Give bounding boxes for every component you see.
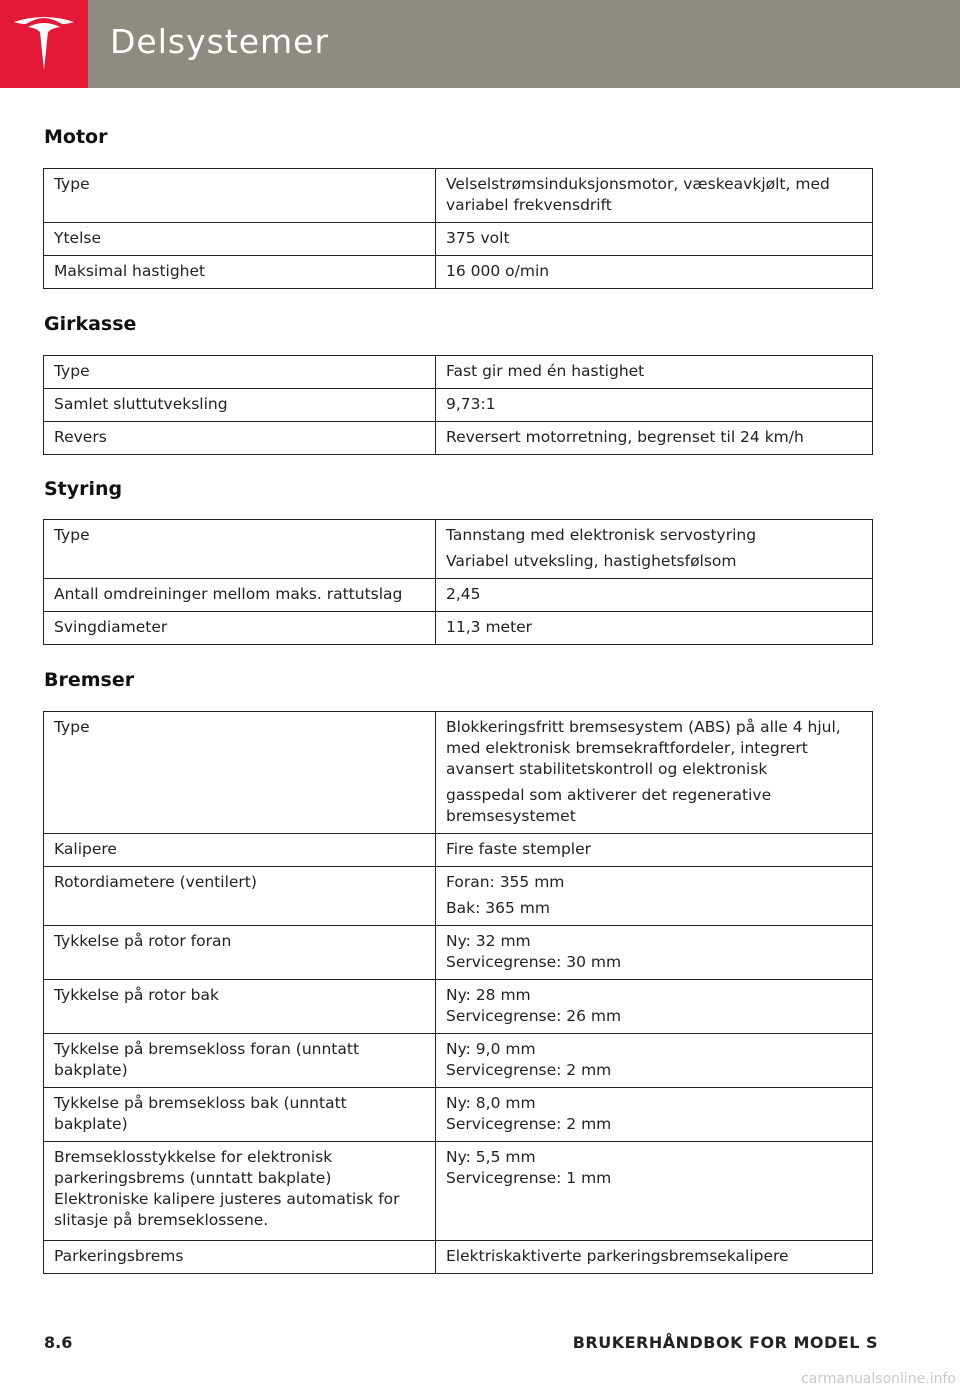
spec-label: Parkeringsbrems xyxy=(44,1241,436,1274)
table-row xyxy=(44,612,873,645)
table-row xyxy=(44,1241,873,1274)
section-title-girkasse: Girkasse xyxy=(44,313,137,335)
table-row xyxy=(44,422,873,455)
spec-label: Type xyxy=(44,712,436,834)
table-row xyxy=(44,579,873,612)
spec-label: Antall omdreininger mellom maks. rattutslag xyxy=(44,579,436,612)
table-row xyxy=(44,389,873,422)
table-row xyxy=(44,1088,873,1142)
spec-table-motor xyxy=(43,168,873,289)
spec-label: Ytelse xyxy=(44,223,436,256)
table-row xyxy=(44,712,873,834)
spec-label: Tykkelse på rotor bak xyxy=(44,980,436,1034)
manual-title: BRUKERHÅNDBOK FOR MODEL S xyxy=(572,1333,878,1352)
spec-label: Svingdiameter xyxy=(44,612,436,645)
table-row xyxy=(44,1142,873,1241)
spec-label: Maksimal hastighet xyxy=(44,256,436,289)
table-row xyxy=(44,1034,873,1088)
table-row xyxy=(44,256,873,289)
section-title-motor: Motor xyxy=(44,126,108,148)
spec-value: Reversert motorretning, begrenset til 24 km/h xyxy=(436,422,873,455)
spec-label: Bremseklosstykkelse for elektronisk parkeringsbrems (unntatt bakplate) Elektroniske kalipere justeres automatisk for slitasje på bremseklossene. xyxy=(44,1142,436,1241)
table-row xyxy=(44,169,873,223)
spec-value: Foran: 355 mm Bak: 365 mm xyxy=(436,867,873,926)
page-header xyxy=(0,0,960,88)
spec-label: Samlet sluttutveksling xyxy=(44,389,436,422)
spec-value: Fire faste stempler xyxy=(436,834,873,867)
spec-label: Revers xyxy=(44,422,436,455)
spec-value: Fast gir med én hastighet xyxy=(436,356,873,389)
spec-value: Ny: 5,5 mm Servicegrense: 1 mm xyxy=(436,1142,873,1241)
table-row xyxy=(44,834,873,867)
spec-value: 2,45 xyxy=(436,579,873,612)
spec-label: Rotordiametere (ventilert) xyxy=(44,867,436,926)
section-title-styring: Styring xyxy=(44,478,123,500)
spec-value: Elektriskaktiverte parkeringsbremsekalipere xyxy=(436,1241,873,1274)
spec-value: 11,3 meter xyxy=(436,612,873,645)
spec-value: Ny: 9,0 mm Servicegrense: 2 mm xyxy=(436,1034,873,1088)
table-row xyxy=(44,223,873,256)
spec-value: Blokkeringsfritt bremsesystem (ABS) på alle 4 hjul, med elektronisk bremsekraftfordeler, integrert avansert stabilitetskontroll og elektronisk gasspedal som aktiverer det regenerative bremsesystemet xyxy=(436,712,873,834)
tesla-logo-icon xyxy=(12,14,76,74)
spec-table-girkasse xyxy=(43,355,873,455)
spec-label: Type xyxy=(44,520,436,579)
spec-label: Kalipere xyxy=(44,834,436,867)
spec-label: Type xyxy=(44,169,436,223)
page-number: 8.6 xyxy=(44,1333,73,1352)
spec-table-styring xyxy=(43,519,873,645)
spec-value: Velselstrømsinduksjonsmotor, væskeavkjølt, med variabel frekvensdrift xyxy=(436,169,873,223)
section-title-bremser: Bremser xyxy=(44,669,135,691)
spec-table-bremser xyxy=(43,711,873,1274)
spec-label: Tykkelse på bremsekloss bak (unntatt bakplate) xyxy=(44,1088,436,1142)
table-row xyxy=(44,926,873,980)
spec-label: Tykkelse på rotor foran xyxy=(44,926,436,980)
spec-value: 16 000 o/min xyxy=(436,256,873,289)
spec-value: 375 volt xyxy=(436,223,873,256)
brand-logo-box xyxy=(0,0,88,88)
table-row xyxy=(44,356,873,389)
watermark: carmanualsonline.info xyxy=(801,1371,956,1387)
spec-value: Ny: 8,0 mm Servicegrense: 2 mm xyxy=(436,1088,873,1142)
spec-label: Type xyxy=(44,356,436,389)
spec-value: Tannstang med elektronisk servostyring Variabel utveksling, hastighetsfølsom xyxy=(436,520,873,579)
page-title: Delsystemer xyxy=(110,22,330,61)
spec-label: Tykkelse på bremsekloss foran (unntatt bakplate) xyxy=(44,1034,436,1088)
spec-value: 9,73:1 xyxy=(436,389,873,422)
spec-value: Ny: 28 mm Servicegrense: 26 mm xyxy=(436,980,873,1034)
spec-value: Ny: 32 mm Servicegrense: 30 mm xyxy=(436,926,873,980)
table-row xyxy=(44,867,873,926)
table-row xyxy=(44,520,873,579)
table-row xyxy=(44,980,873,1034)
